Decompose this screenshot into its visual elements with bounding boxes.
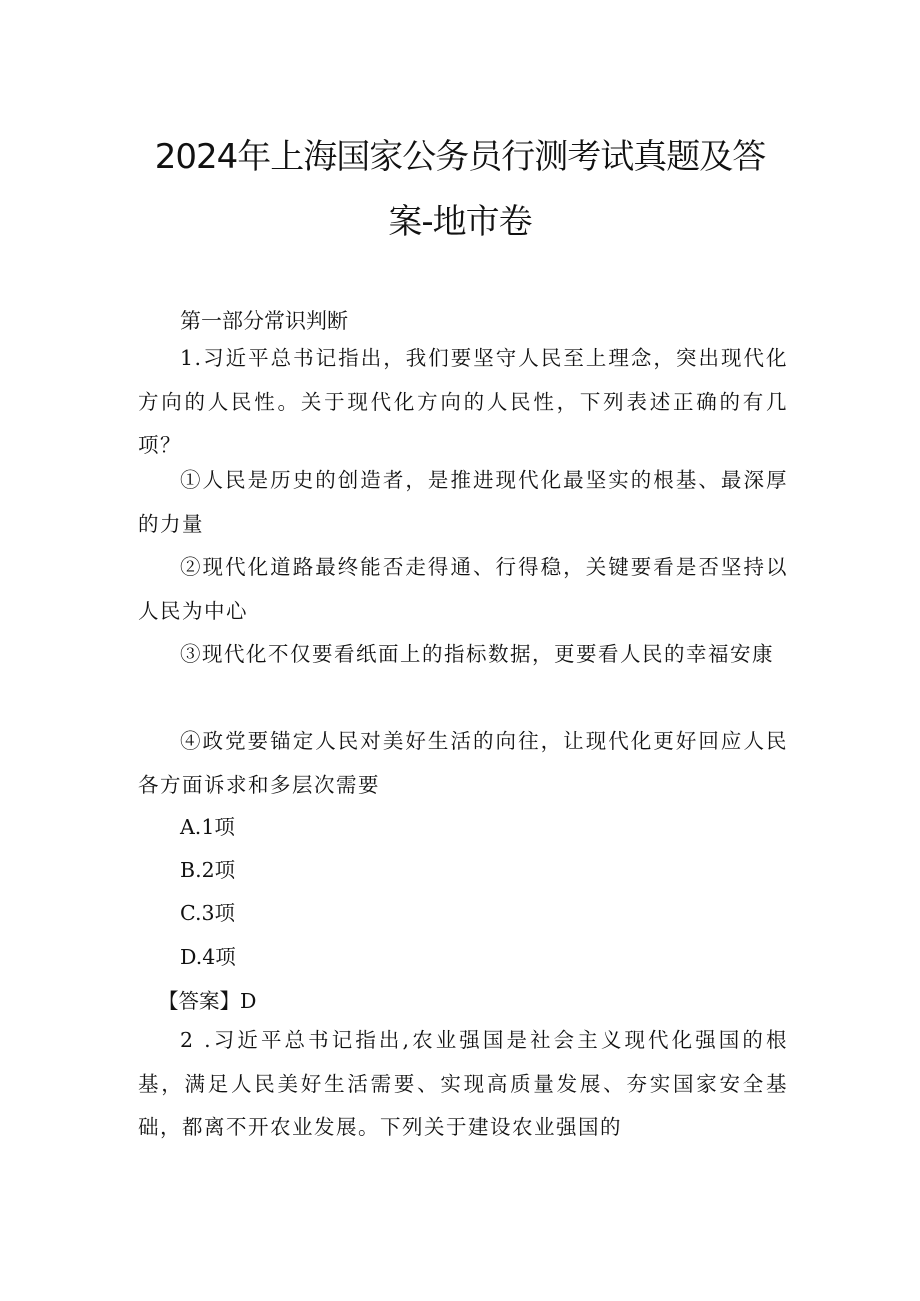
question-1-statement-3: ③现代化不仅要看纸面上的指标数据，更要看人民的幸福安康 (180, 642, 774, 666)
document-title-line-1: 2024年上海国家公务员行测考试真题及答 (154, 137, 766, 177)
question-1-option-b: B.2项 (180, 858, 236, 882)
question-1-option-a: A.1项 (180, 815, 235, 839)
section-heading: 第一部分常识判断 (180, 309, 348, 333)
question-1-option-d: D.4项 (180, 945, 236, 969)
question-1-statement-2: ②现代化道路最终能否走得通、行得稳，关键要看是否坚持以人民为中心 (138, 555, 788, 623)
question-1-statement-1: ①人民是历史的创造者，是推进现代化最坚实的根基、最深厚的力量 (138, 468, 788, 536)
question-1-option-c: C.3项 (180, 901, 236, 925)
question-1-answer: 【答案】D (158, 989, 257, 1013)
document-title-line-2: 案-地市卷 (388, 202, 532, 242)
question-1-statement-4: ④政党要锚定人民对美好生活的向往，让现代化更好回应人民各方面诉求和多层次需要 (138, 729, 788, 797)
question-1-stem: 1.习近平总书记指出，我们要坚守人民至上理念，突出现代化方向的人民性。关于现代化方向的人民性，下列表述正确的有几项？ (138, 346, 788, 457)
question-2-stem: 2 .习近平总书记指出,农业强国是社会主义现代化强国的根基，满足人民美好生活需要、实现高质量发展、夯实国家安全基础，都离不开农业发展。下列关于建设农业强国的 (138, 1028, 788, 1139)
